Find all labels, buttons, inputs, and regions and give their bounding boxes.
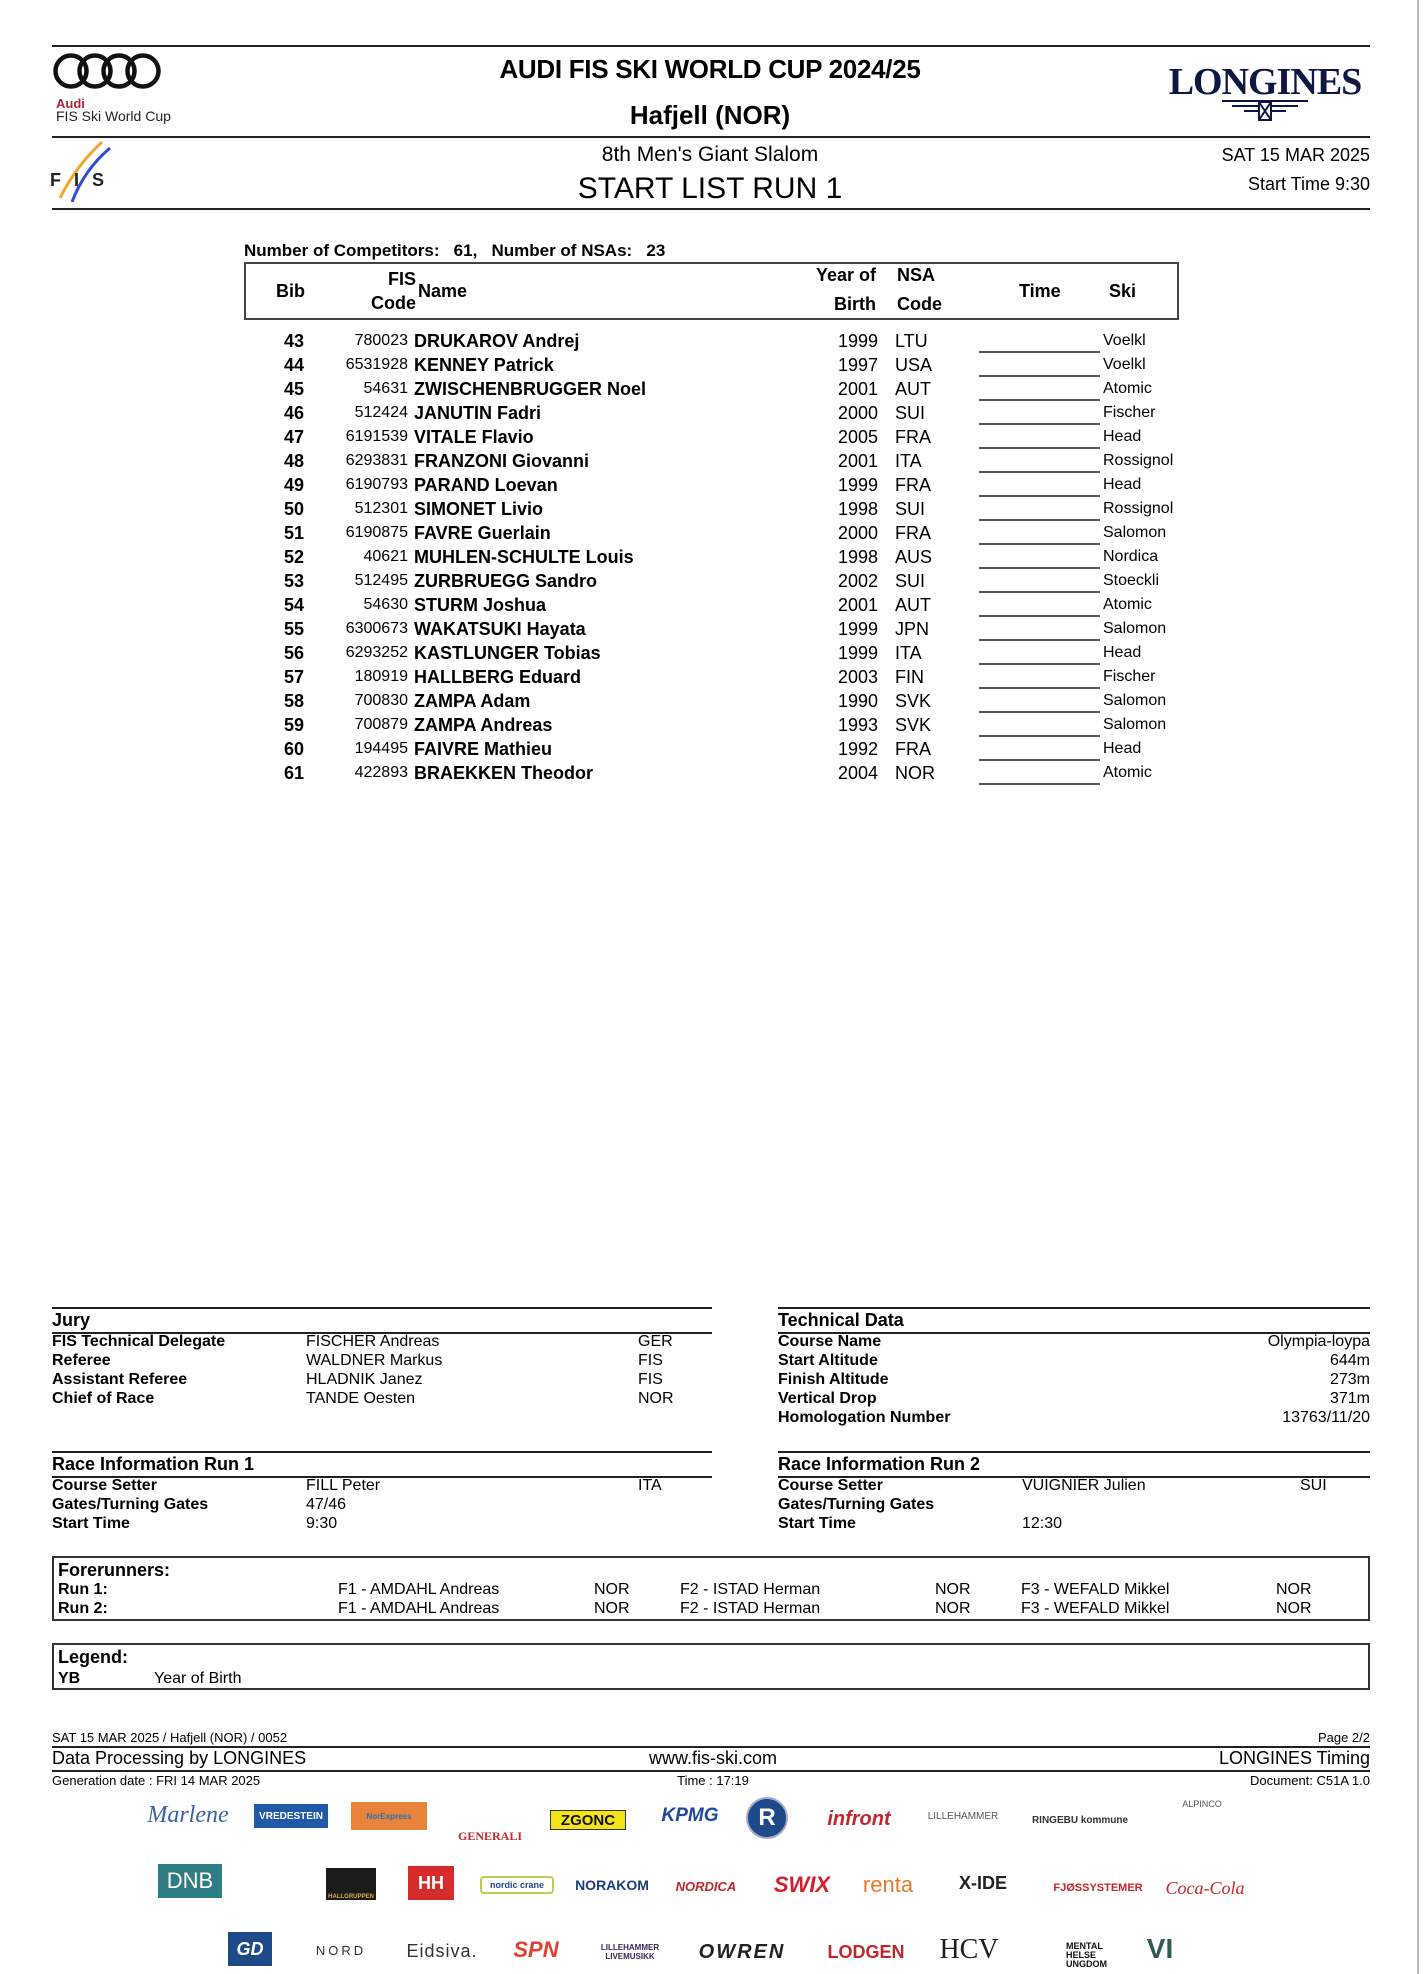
- athlete-name: SIMONET Livio: [414, 499, 544, 519]
- sponsor-logo: HALLGRUPPEN: [326, 1868, 376, 1900]
- jury-nsa: GER: [638, 1333, 673, 1350]
- start-list: [244, 329, 1184, 785]
- run1-value: 9:30: [306, 1515, 338, 1532]
- ski-brand: Fischer: [1103, 404, 1156, 421]
- footer-generation-date: Generation date : FRI 14 MAR 2025: [52, 1773, 261, 1788]
- nsa-code: SVK: [895, 715, 932, 735]
- jury-name: FISCHER Andreas: [306, 1333, 440, 1350]
- col-fis-code-bottom: Code: [371, 293, 416, 313]
- jury-nsa: FIS: [638, 1352, 663, 1369]
- bib: 49: [283, 475, 304, 495]
- time-blank: [979, 783, 1100, 785]
- ski-brand: Salomon: [1103, 692, 1167, 709]
- fis-code: 194495: [354, 740, 408, 757]
- bib: 61: [283, 763, 304, 783]
- athlete-name: JANUTIN Fadri: [414, 403, 542, 423]
- year-of-birth: 2000: [837, 403, 878, 423]
- athlete-name: MUHLEN-SCHULTE Louis: [414, 547, 634, 567]
- nsa-code: JPN: [895, 619, 930, 639]
- athlete-name: ZURBRUEGG Sandro: [414, 571, 598, 591]
- technical-value: 371m: [1329, 1390, 1370, 1407]
- sponsor-logo: nordic crane: [480, 1876, 554, 1894]
- fis-code: 700830: [354, 692, 408, 709]
- athlete-name: STURM Joshua: [414, 595, 547, 615]
- run2-top-rule: [778, 1451, 1370, 1453]
- longines-logo: LONGINES: [1168, 61, 1362, 103]
- sponsor-logo: HCV: [939, 1934, 999, 1965]
- table-row: [244, 425, 1184, 449]
- table-row: [244, 641, 1184, 665]
- forerunner-run-label: Run 2:: [58, 1600, 108, 1617]
- run1-label: Gates/Turning Gates: [52, 1496, 209, 1513]
- technical-value: 273m: [1329, 1371, 1370, 1388]
- forerunner-1: F1 - AMDAHL Andreas: [338, 1581, 500, 1598]
- table-row: [244, 377, 1184, 401]
- year-of-birth: 1997: [837, 355, 878, 375]
- technical-top-rule: [778, 1307, 1370, 1309]
- year-of-birth: 2002: [837, 571, 878, 591]
- nsa-code: SUI: [895, 571, 926, 591]
- bib: 44: [283, 355, 304, 375]
- table-row: [244, 545, 1184, 569]
- year-of-birth: 2004: [837, 763, 878, 783]
- year-of-birth: 1998: [837, 547, 878, 567]
- fis-code: 54631: [363, 380, 408, 397]
- legend-meaning: Year of Birth: [154, 1670, 242, 1687]
- run1-label: Start Time: [52, 1515, 130, 1532]
- sponsor-logo: Coca-Cola: [1165, 1877, 1245, 1898]
- sponsor-logo: SWIX: [773, 1872, 831, 1897]
- year-of-birth: 1998: [837, 499, 878, 519]
- athlete-name: PARAND Loevan: [414, 475, 558, 495]
- forerunner-2: F2 - ISTAD Herman: [680, 1581, 821, 1598]
- fis-code: 512301: [354, 500, 408, 517]
- footer-timing: LONGINES Timing: [1218, 1748, 1370, 1768]
- col-fis-code-top: FIS: [387, 269, 416, 289]
- table-row: [244, 569, 1184, 593]
- forerunner-run-label: Run 1:: [58, 1581, 108, 1598]
- col-nsa-bottom: Code: [897, 294, 942, 314]
- bib: 43: [283, 331, 304, 351]
- technical-label: Start Altitude: [778, 1352, 878, 1369]
- col-nsa-top: NSA: [897, 265, 936, 285]
- jury-role: Assistant Referee: [52, 1371, 188, 1388]
- nsa-code: FRA: [895, 739, 931, 759]
- fis-code: 40621: [363, 548, 408, 565]
- nsa-code: AUT: [895, 379, 931, 399]
- fis-code: 512424: [354, 404, 408, 421]
- sponsor-logo: SPN: [513, 1937, 559, 1962]
- athlete-name: KASTLUNGER Tobias: [414, 643, 601, 663]
- run2-value: VUIGNIER Julien: [1022, 1477, 1146, 1494]
- athlete-name: WAKATSUKI Hayata: [414, 619, 586, 639]
- run2-label: Course Setter: [778, 1477, 883, 1494]
- bib: 47: [283, 427, 304, 447]
- nsa-code: AUT: [895, 595, 931, 615]
- competitors-summary: Number of Competitors: 61, Number of NSAs: 23: [244, 241, 666, 260]
- sponsor-logo: [254, 1862, 298, 1902]
- table-row: [244, 737, 1184, 761]
- ski-brand: Atomic: [1103, 764, 1152, 781]
- run1-label: Course Setter: [52, 1477, 157, 1494]
- jury-role: Referee: [52, 1352, 111, 1369]
- bib: 57: [283, 667, 304, 687]
- run2-nsa: SUI: [1300, 1477, 1327, 1494]
- audi-rings-icon: [52, 52, 162, 90]
- sponsor-logo: VI: [1146, 1933, 1174, 1964]
- year-of-birth: 2000: [837, 523, 878, 543]
- sponsor-logo: Marlene: [147, 1801, 229, 1828]
- year-of-birth: 2003: [837, 667, 878, 687]
- sponsor-logo: DNB: [158, 1864, 222, 1898]
- audi-wordmark: Audi: [56, 96, 85, 111]
- col-yob-top: Year of: [815, 265, 876, 285]
- technical-label: Finish Altitude: [778, 1371, 889, 1388]
- year-of-birth: 1999: [837, 619, 878, 639]
- page-edge: [1417, 0, 1419, 1974]
- ski-brand: Stoeckli: [1103, 572, 1160, 589]
- sponsor-logo: R: [746, 1797, 788, 1839]
- nsa-code: LTU: [895, 331, 928, 351]
- fis-code: 6191539: [345, 428, 408, 445]
- run2-value: 12:30: [1022, 1515, 1063, 1532]
- nsa-code: USA: [895, 355, 933, 375]
- athlete-name: FAIVRE Mathieu: [414, 739, 553, 759]
- technical-value: Olympia-loypa: [1267, 1333, 1370, 1350]
- year-of-birth: 1990: [837, 691, 878, 711]
- col-yob-bottom: Birth: [834, 294, 876, 314]
- run1-title: Race Information Run 1: [52, 1454, 255, 1474]
- sponsor-logo: LILLEHAMMER: [927, 1810, 999, 1822]
- ski-brand: Rossignol: [1103, 452, 1174, 469]
- ski-brand: Head: [1103, 740, 1142, 757]
- forerunner-3: F3 - WEFALD Mikkel: [1021, 1581, 1170, 1598]
- document-title: START LIST RUN 1: [577, 172, 843, 205]
- nsa-code: ITA: [895, 451, 922, 471]
- nsa-code: SUI: [895, 403, 926, 423]
- nsa-code: SUI: [895, 499, 926, 519]
- year-of-birth: 1992: [837, 739, 878, 759]
- forerunner-1: F1 - AMDAHL Andreas: [338, 1600, 500, 1617]
- sponsor-logo: LILLEHAMMER LIVEMUSIKK: [600, 1943, 660, 1961]
- nsa-code: FIN: [895, 667, 924, 687]
- col-ski: Ski: [1109, 281, 1137, 301]
- year-of-birth: 1999: [837, 643, 878, 663]
- athlete-name: DRUKAROV Andrej: [414, 331, 580, 351]
- header-bottom-rule: [52, 208, 1370, 210]
- footer-page: Page 2/2: [1317, 1730, 1370, 1745]
- table-row: [244, 593, 1184, 617]
- athlete-name: FRANZONI Giovanni: [414, 451, 589, 471]
- athlete-name: BRAEKKEN Theodor: [414, 763, 593, 783]
- sponsor-logo: MENTAL HELSE UNGDOM: [1066, 1940, 1107, 1969]
- table-row: [244, 353, 1184, 377]
- fis-code: 180919: [354, 668, 408, 685]
- year-of-birth: 1993: [837, 715, 878, 735]
- ski-brand: Salomon: [1103, 716, 1167, 733]
- header-mid-rule: [52, 136, 1370, 138]
- header-top-rule: [52, 45, 1370, 47]
- legend-box: [52, 1643, 1370, 1690]
- sponsor-logo: ALPINCO: [1182, 1799, 1222, 1809]
- sponsor-logo: OWREN: [698, 1940, 786, 1963]
- bib: 45: [283, 379, 304, 399]
- technical-value: 644m: [1329, 1352, 1370, 1369]
- bib: 55: [283, 619, 304, 639]
- table-row: [244, 617, 1184, 641]
- year-of-birth: 2005: [837, 427, 878, 447]
- fis-code: 54630: [363, 596, 408, 613]
- footer-bottom-rule: [52, 1770, 1370, 1772]
- nsa-code: AUS: [895, 547, 933, 567]
- sponsor-logo: FJØSSYSTEMER: [1053, 1882, 1143, 1894]
- jury-role: FIS Technical Delegate: [52, 1333, 226, 1350]
- sponsor-logo: VREDESTEIN: [254, 1804, 328, 1828]
- technical-value: 13763/11/20: [1282, 1409, 1370, 1426]
- year-of-birth: 2001: [837, 379, 878, 399]
- technical-label: Homologation Number: [778, 1409, 951, 1426]
- event-title: AUDI FIS SKI WORLD CUP 2024/25: [499, 54, 921, 84]
- bib: 48: [283, 451, 304, 471]
- bib: 46: [283, 403, 304, 423]
- forerunner-3: F3 - WEFALD Mikkel: [1021, 1600, 1170, 1617]
- athlete-name: FAVRE Guerlain: [414, 523, 551, 543]
- forerunner-1-nsa: NOR: [594, 1600, 630, 1617]
- athlete-name: ZWISCHENBRUGGER Noel: [414, 379, 647, 399]
- forerunner-3-nsa: NOR: [1276, 1600, 1312, 1617]
- technical-title: Technical Data: [778, 1310, 904, 1330]
- athlete-name: ZAMPA Adam: [414, 691, 531, 711]
- ski-brand: Rossignol: [1103, 500, 1174, 517]
- footer-document: Document: C51A 1.0: [1250, 1773, 1370, 1788]
- sponsor-logo: NORD: [315, 1942, 367, 1958]
- athlete-name: KENNEY Patrick: [414, 355, 554, 375]
- venue-title: Hafjell (NOR): [629, 100, 791, 130]
- sponsor-logo: KPMG: [661, 1805, 719, 1826]
- run1-value: FILL Peter: [306, 1477, 381, 1494]
- jury-title: Jury: [52, 1310, 91, 1330]
- sponsor-logo: NORDICA: [675, 1878, 737, 1894]
- sponsor-logo: X-IDE: [958, 1872, 1007, 1893]
- table-row: [244, 473, 1184, 497]
- ski-brand: Atomic: [1103, 596, 1152, 613]
- technical-label: Vertical Drop: [778, 1390, 877, 1407]
- run1-top-rule: [52, 1451, 712, 1453]
- sponsor-logo: ZGONC: [550, 1810, 626, 1830]
- fis-code: 6531928: [345, 356, 408, 373]
- table-header: [244, 262, 1179, 320]
- athlete-name: HALLBERG Eduard: [414, 667, 582, 687]
- fis-code: 700879: [354, 716, 408, 733]
- table-row: [244, 761, 1184, 785]
- bib: 50: [283, 499, 304, 519]
- audi-subtitle: FIS Ski World Cup: [56, 108, 171, 124]
- jury-top-rule: [52, 1307, 712, 1309]
- fis-logo-icon: [50, 140, 112, 202]
- bib: 58: [283, 691, 304, 711]
- footer-race-info: SAT 15 MAR 2025 / Hafjell (NOR) / 0052: [52, 1730, 288, 1745]
- col-name: Name: [418, 281, 468, 301]
- bib: 56: [283, 643, 304, 663]
- forerunner-2-nsa: NOR: [935, 1581, 971, 1598]
- table-row: [244, 329, 1184, 353]
- svg-text:F: F: [50, 170, 61, 190]
- forerunner-3-nsa: NOR: [1276, 1581, 1312, 1598]
- race-date: SAT 15 MAR 2025: [1221, 145, 1370, 165]
- ski-brand: Head: [1103, 644, 1142, 661]
- athlete-name: ZAMPA Andreas: [414, 715, 553, 735]
- sponsor-logo: LODGEN: [827, 1941, 905, 1962]
- ski-brand: Salomon: [1103, 524, 1167, 541]
- run2-title: Race Information Run 2: [778, 1454, 981, 1474]
- year-of-birth: 2001: [837, 451, 878, 471]
- ski-brand: Fischer: [1103, 668, 1156, 685]
- nsa-code: FRA: [895, 427, 931, 447]
- table-row: [244, 401, 1184, 425]
- longines-wings-icon: [1220, 98, 1310, 122]
- table-row: [244, 665, 1184, 689]
- technical-label: Course Name: [778, 1333, 882, 1350]
- bib: 52: [283, 547, 304, 567]
- ski-brand: Head: [1103, 476, 1142, 493]
- run2-label: Gates/Turning Gates: [778, 1496, 935, 1513]
- bib: 53: [283, 571, 304, 591]
- year-of-birth: 1999: [837, 475, 878, 495]
- jury-name: HLADNIK Janez: [306, 1371, 423, 1388]
- sponsor-logo: Eidsiva.: [406, 1940, 478, 1961]
- race-start-time: Start Time 9:30: [1247, 174, 1370, 194]
- fis-code: 780023: [354, 332, 408, 349]
- nsa-code: ITA: [895, 643, 922, 663]
- svg-text:I: I: [74, 170, 80, 190]
- forerunners-box: [52, 1556, 1370, 1621]
- sponsor-logo: NorExpress: [351, 1802, 427, 1830]
- sponsor-logo: GENERALI: [458, 1829, 523, 1843]
- run2-label: Start Time: [778, 1515, 856, 1532]
- jury-name: TANDE Oesten: [306, 1390, 416, 1407]
- fis-code: 6300673: [345, 620, 408, 637]
- table-row: [244, 521, 1184, 545]
- table-row: [244, 497, 1184, 521]
- sponsor-logo: NORAKOM: [575, 1877, 649, 1893]
- nsa-code: NOR: [895, 763, 935, 783]
- table-row: [244, 689, 1184, 713]
- table-row: [244, 449, 1184, 473]
- fis-code: 6190875: [345, 524, 408, 541]
- footer-processing: Data Processing by LONGINES: [52, 1748, 307, 1768]
- ski-brand: Voelkl: [1103, 356, 1146, 373]
- jury-role: Chief of Race: [52, 1390, 155, 1407]
- year-of-birth: 1999: [837, 331, 878, 351]
- nsa-code: FRA: [895, 475, 931, 495]
- bib: 51: [283, 523, 304, 543]
- footer-time: Time : 17:19: [677, 1773, 749, 1788]
- run1-value: 47/46: [306, 1496, 347, 1513]
- bib: 60: [283, 739, 304, 759]
- fis-code: 6293831: [345, 452, 408, 469]
- legend-title: Legend:: [58, 1647, 128, 1667]
- col-time: Time: [1019, 281, 1061, 301]
- col-bib: Bib: [276, 281, 305, 301]
- athlete-name: VITALE Flavio: [414, 427, 534, 447]
- fis-code: 6190793: [345, 476, 408, 493]
- fis-code: 512495: [354, 572, 408, 589]
- ski-brand: Salomon: [1103, 620, 1167, 637]
- table-row: [244, 713, 1184, 737]
- run1-nsa: ITA: [638, 1477, 662, 1494]
- sponsor-logo: renta: [862, 1872, 914, 1897]
- jury-nsa: FIS: [638, 1371, 663, 1388]
- fis-code: 422893: [354, 764, 408, 781]
- race-name: 8th Men's Giant Slalom: [601, 143, 819, 166]
- forerunner-2: F2 - ISTAD Herman: [680, 1600, 821, 1617]
- forerunners-title: Forerunners:: [58, 1560, 171, 1580]
- sponsor-logo: infront: [827, 1807, 891, 1830]
- forerunner-2-nsa: NOR: [935, 1600, 971, 1617]
- svg-text:S: S: [92, 170, 105, 190]
- year-of-birth: 2001: [837, 595, 878, 615]
- fis-code: 6293252: [345, 644, 408, 661]
- legend-abbr: YB: [58, 1670, 81, 1687]
- ski-brand: Nordica: [1103, 548, 1159, 565]
- nsa-code: SVK: [895, 691, 932, 711]
- sponsor-logo: RINGEBU kommune: [1031, 1814, 1129, 1826]
- nsa-code: FRA: [895, 523, 931, 543]
- ski-brand: Atomic: [1103, 380, 1152, 397]
- forerunner-1-nsa: NOR: [594, 1581, 630, 1598]
- jury-nsa: NOR: [638, 1390, 674, 1407]
- footer-website[interactable]: www.fis-ski.com: [648, 1748, 777, 1768]
- bib: 54: [283, 595, 304, 615]
- bib: 59: [283, 715, 304, 735]
- jury-name: WALDNER Markus: [306, 1352, 443, 1369]
- sponsor-logo: HH: [408, 1866, 454, 1900]
- ski-brand: Head: [1103, 428, 1142, 445]
- sponsor-logo: GD: [228, 1932, 272, 1966]
- ski-brand: Voelkl: [1103, 332, 1146, 349]
